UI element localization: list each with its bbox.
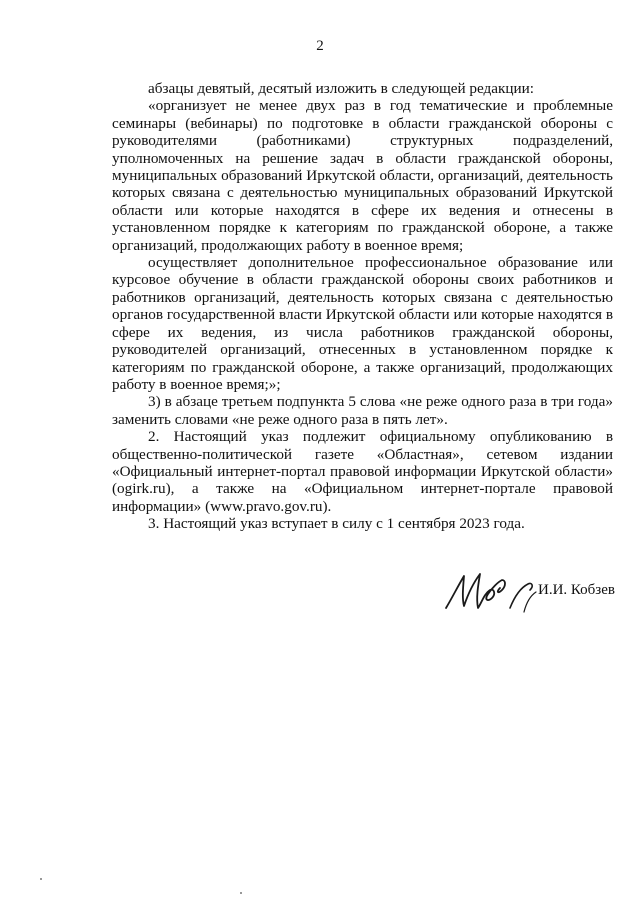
paragraph-publication: 2. Настоящий указ подлежит официальному опубликованию в общественно-политической газете «Областная», сетевом издании «Официальный интернет-портал правовой информации Иркутской области» (ogirk.ru), а также на «Официальном интернет-портале правовой информации» (www.pravo.gov.ru). (112, 428, 613, 515)
signature-block (440, 568, 620, 618)
paragraph-subclause-3: 3) в абзаце третьем подпункта 5 слова «не реже одного раза в три года» заменить словами «не реже одного раза в пять лет». (112, 393, 613, 428)
paragraph-seminars: «организует не менее двух раз в год тематические и проблемные семинары (вебинары) по подготовке в области гражданской обороны с руководителями (работниками) структурных подразделений, уполномоченных на решение задач в области гражданской обороны, муниципальных образований Иркутской области, организаций, деятельность которых связана с деятельностью муниципальных образований Иркутской области или которые находятся в сфере их ведения и отнесены в установленном порядке к категориям по гражданской обороне, а также организаций, продолжающих работу в военное время; (112, 97, 613, 254)
page-number: 2 (316, 38, 324, 54)
document-body (112, 80, 613, 533)
scan-speck (240, 892, 242, 894)
signer-name: И.И. Кобзев (538, 582, 615, 598)
paragraph-amendment-intro: абзацы девятый, десятый изложить в следующей редакции: (148, 80, 535, 97)
paragraph-education: осуществляет дополнительное профессиональное образование или курсовое обучение в области гражданской обороны своих работников и работников организаций, деятельность которых связана с деятельностью органов государственной власти Иркутской области или которые находятся в сфере их ведения, из числа работников гражданской обороны, руководителей организаций, отнесенных в установленном порядке к категориям по гражданской обороне, а также организаций, продолжающих работу в военное время;»; (112, 254, 613, 393)
scan-speck (40, 878, 42, 880)
handwritten-signature-icon (440, 568, 540, 618)
paragraph-effective-date: 3. Настоящий указ вступает в силу с 1 сентября 2023 года. (148, 515, 525, 533)
